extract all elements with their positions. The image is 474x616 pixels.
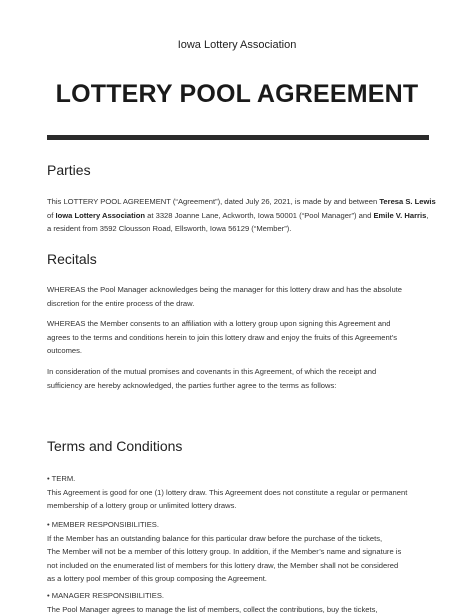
parties-text: of [47,211,55,220]
association-name: Iowa Lottery Association [55,211,145,220]
parties-paragraph [47,195,432,236]
recitals-p1-line: discretion for the entire process of the draw. [47,297,432,311]
member-responsibilities-label: • MEMBER RESPONSIBILITIES. [47,518,432,532]
recitals-p2-line: WHEREAS the Member consents to an affiliation with a lottery group upon signing this Agreement and [47,317,432,331]
member-name: Emile V. Harris [373,211,426,220]
parties-line-2 [47,209,432,223]
parties-text: , [426,211,428,220]
parties-text: at 3328 Joanne Lane, Ackworth, Iowa 50001 (“Pool Manager”) and [145,211,373,220]
member-line: not included on the enumerated list of members for this lottery draw, the Member shall not be considered [47,559,432,573]
parties-text: This LOTTERY POOL AGREEMENT (“Agreement”), dated July 26, 2021, is made by and between [47,197,379,206]
parties-line-1 [47,195,432,209]
member-line: If the Member has an outstanding balance for this particular draw before the purchase of the tickets, [47,532,432,546]
recitals-paragraph-2 [47,317,432,358]
recitals-p3-line: In consideration of the mutual promises and covenants in this Agreement, of which the receipt and [47,365,432,379]
term-section [47,472,432,513]
term-line: membership of a lottery group or unlimited lottery draws. [47,499,432,513]
member-line: The Member will not be a member of this lottery group. In addition, if the Member’s name and signature is [47,545,432,559]
term-line: This Agreement is good for one (1) lottery draw. This Agreement does not constitute a regular or permanent [47,486,432,500]
term-label: • TERM. [47,472,432,486]
recitals-p2-line: outcomes. [47,344,432,358]
title-divider [47,135,429,140]
member-line: as a lottery pool member of this group composing the Agreement. [47,572,432,586]
recitals-paragraph-1 [47,283,432,310]
parties-heading: Parties [47,162,91,178]
manager-responsibilities-section [47,589,432,616]
terms-heading: Terms and Conditions [47,438,182,454]
recitals-p3-line: sufficiency are hereby acknowledged, the parties further agree to the terms as follows: [47,379,432,393]
recitals-p1-line: WHEREAS the Pool Manager acknowledges being the manager for this lottery draw and has the absolute [47,283,432,297]
recitals-heading: Recitals [47,251,97,267]
manager-line: The Pool Manager agrees to manage the list of members, collect the contributions, buy the tickets, [47,603,432,616]
organization-name: Iowa Lottery Association [0,39,474,51]
parties-line-3: a resident from 3592 Clousson Road, Ellsworth, Iowa 56129 (“Member”). [47,222,432,236]
document-title: LOTTERY POOL AGREEMENT [0,80,474,109]
recitals-paragraph-3 [47,365,432,392]
recitals-p2-line: agrees to the terms and conditions herein to join this lottery draw and enjoy the fruits of this Agreement's [47,331,432,345]
manager-responsibilities-label: • MANAGER RESPONSIBILITIES. [47,589,432,603]
member-responsibilities-section [47,518,432,586]
pool-manager-name: Teresa S. Lewis [379,197,435,206]
